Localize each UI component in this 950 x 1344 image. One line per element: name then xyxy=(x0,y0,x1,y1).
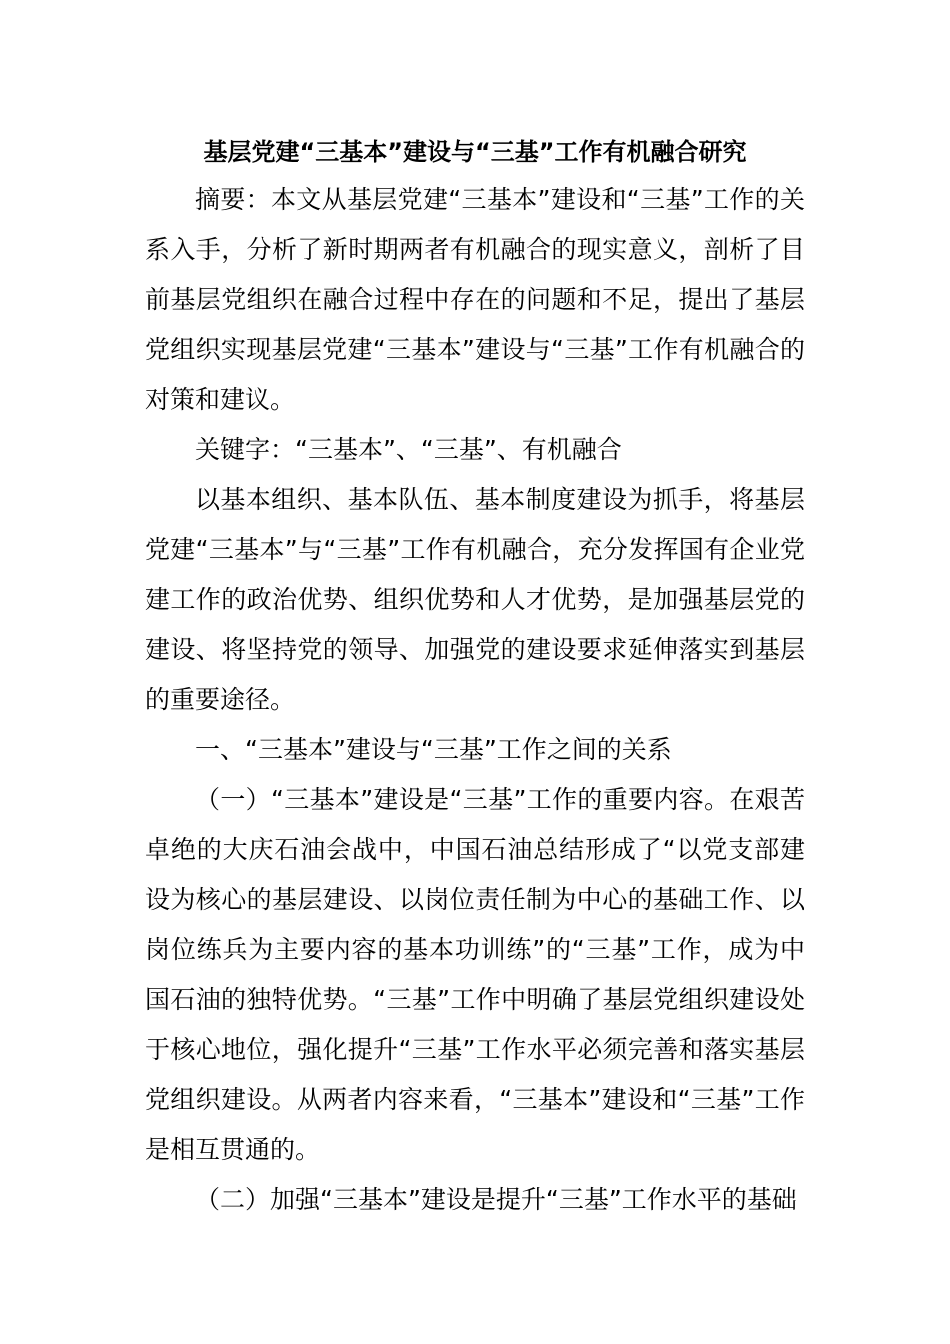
intro-paragraph: 以基本组织、基本队伍、基本制度建设为抓手，将基层党建“三基本”与“三基”工作有机融合，充分发挥国有企业党建工作的政治优势、组织优势和人才优势，是加强基层党的建设、将坚持党的领导、加强党的建设要求延伸落实到基层的重要途径。 xyxy=(145,485,805,714)
subsection-paragraph-1: （一）“三基本”建设是“三基”工作的重要内容。在艰苦卓绝的大庆石油会战中，中国石油总结形成了“以党支部建设为核心的基层建设、以岗位责任制为中心的基础工作、以岗位练兵为主要内容的基本功训练”的“三基”工作，成为中国石油的独特优势。“三基”工作中明确了基层党组织建设处于核心地位，强化提升“三基”工作水平必须完善和落实基层党组织建设。从两者内容来看，“三基本”建设和“三基”工作是相互贯通的。 xyxy=(145,785,805,1164)
keywords-paragraph: 关键字：“三基本”、“三基”、有机融合 xyxy=(195,435,622,464)
section-heading: 一、“三基本”建设与“三基”工作之间的关系 xyxy=(195,735,672,764)
document-title: 基层党建“三基本”建设与“三基”工作有机融合研究 xyxy=(203,138,747,166)
abstract-paragraph: 摘要：本文从基层党建“三基本”建设和“三基”工作的关系入手，分析了新时期两者有机融合的现实意义，剖析了目前基层党组织在融合过程中存在的问题和不足，提出了基层党组织实现基层党建“三基本”建设与“三基”工作有机融合的对策和建议。 xyxy=(145,185,805,414)
subsection-paragraph-2: （二）加强“三基本”建设是提升“三基”工作水平的基础 xyxy=(195,1185,797,1214)
document-body xyxy=(145,175,805,1225)
